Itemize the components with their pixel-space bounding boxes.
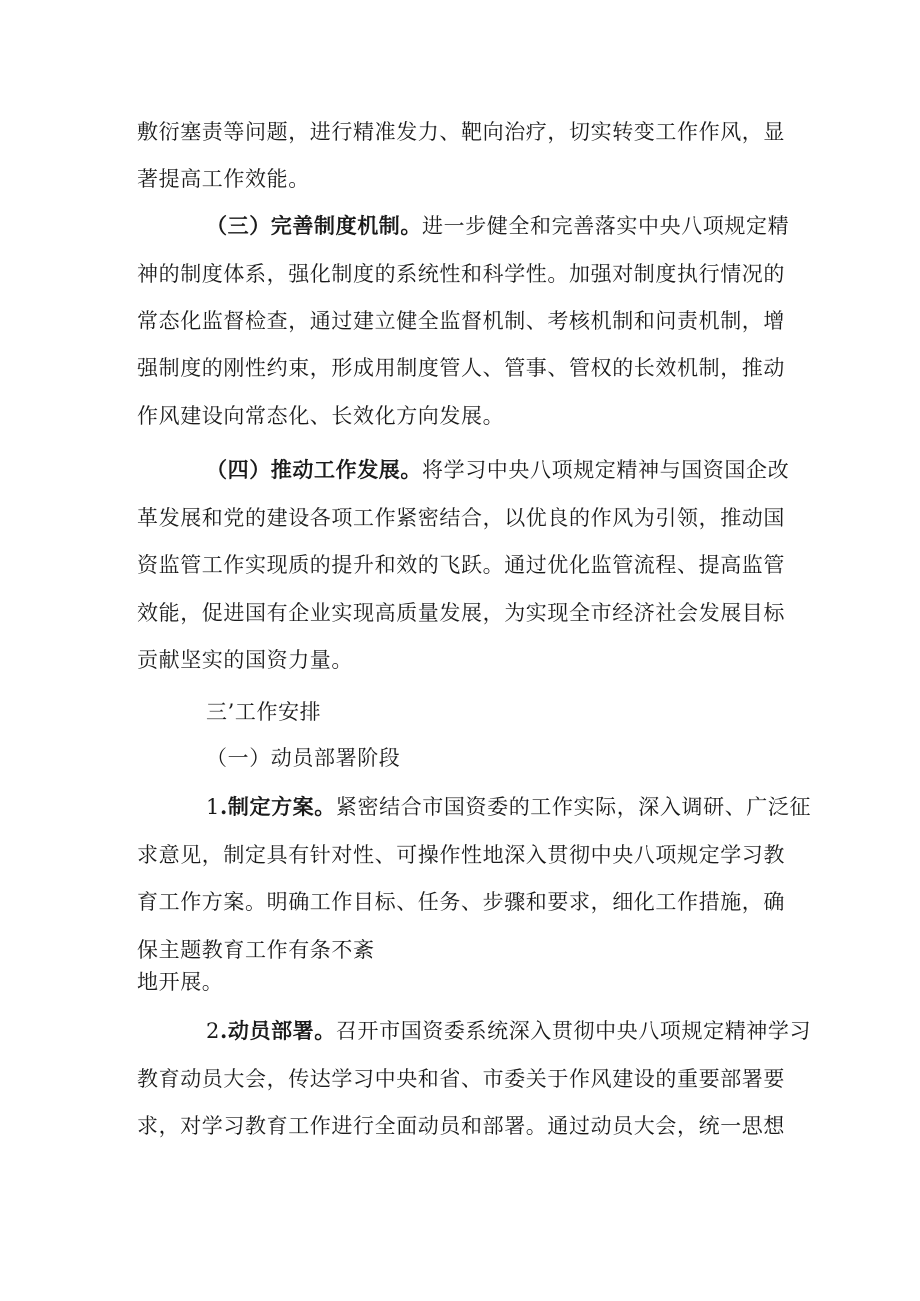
line-text: 召开市国资委系统深入贯彻中央八项规定精神学习 — [335, 1019, 812, 1043]
paragraph-line — [137, 353, 785, 383]
line-text: 求意见，制定具有针对性、可操作性地深入贯彻中央八项规定学习教 — [137, 843, 785, 867]
item-heading-line — [206, 792, 811, 822]
paragraph-line — [137, 401, 504, 431]
chapter-heading-line — [206, 697, 321, 727]
section-heading: （四）推动工作发展。 — [206, 457, 422, 482]
line-text: 求，对学习教育工作进行全面动员和部署。通过动员大会，统一思想 — [137, 1114, 785, 1138]
section-heading-line — [206, 455, 789, 485]
line-text: 育工作方案。明确工作目标、任务、步骤和要求，细化工作措施，确 — [137, 890, 785, 914]
item-heading-line — [206, 1016, 811, 1046]
line-text: 贡献坚实的国资力量。 — [137, 648, 353, 672]
line-text: 敷衍塞责等问题，进行精准发力、靶向治疗，切实转变工作作风，显 — [137, 120, 785, 144]
paragraph-line — [137, 935, 375, 965]
paragraph-line — [137, 306, 785, 336]
line-text: 保主题教育工作有条不紊 — [137, 938, 375, 962]
line-text: 著提高工作效能。 — [137, 167, 310, 191]
line-text: 资监管工作实现质的提升和效的飞跃。通过优化监管流程、提高监管 — [137, 553, 785, 577]
paragraph-line — [137, 259, 785, 289]
line-text: 教育动员大会，传达学习中央和省、市委关于作风建设的重要部署要 — [137, 1067, 785, 1091]
line-text: 紧密结合市国资委的工作实际，深入调研、广泛征 — [335, 795, 812, 819]
line-text: 进一步健全和完善落实中央八项规定精 — [422, 214, 790, 238]
line-text: 地开展。 — [137, 970, 224, 994]
line-text: 将学习中央八项规定精神与国资国企改 — [422, 458, 790, 482]
subsection-heading-line — [206, 743, 400, 773]
line-text: 革发展和党的建设各项工作紧密结合，以优良的作风为引领，推动国 — [137, 506, 785, 530]
paragraph-line — [137, 164, 310, 194]
subsection-heading: （一）动员部署阶段 — [206, 746, 401, 770]
paragraph-line — [137, 550, 785, 580]
item-heading: .制定方案。 — [219, 794, 336, 819]
line-text: 效能，促进国有企业实现高质量发展，为实现全市经济社会发展目标 — [137, 601, 785, 625]
section-heading-line — [206, 211, 789, 241]
paragraph-line — [137, 887, 785, 917]
paragraph-line — [137, 598, 785, 628]
chapter-heading: 三’工作安排 — [206, 700, 322, 724]
line-text: 神的制度体系，强化制度的系统性和科学性。加强对制度执行情况的 — [137, 262, 785, 286]
paragraph-line — [137, 967, 223, 997]
item-number: 1 — [206, 795, 220, 819]
item-heading: .动员部署。 — [219, 1018, 336, 1043]
line-text: 常态化监督检查，通过建立健全监督机制、考核机制和问责机制，增 — [137, 309, 785, 333]
section-heading: （三）完善制度机制。 — [206, 213, 422, 238]
paragraph-line — [137, 840, 785, 870]
line-text: 强制度的刚性约束，形成用制度管人、管事、管权的长效机制，推动 — [137, 356, 785, 380]
paragraph-line — [137, 645, 353, 675]
paragraph-line — [137, 503, 785, 533]
paragraph-line — [137, 1111, 785, 1141]
paragraph-line — [137, 117, 785, 147]
line-text: 作风建设向常态化、长效化方向发展。 — [137, 404, 505, 428]
paragraph-line — [137, 1064, 785, 1094]
item-number: 2 — [206, 1019, 220, 1043]
